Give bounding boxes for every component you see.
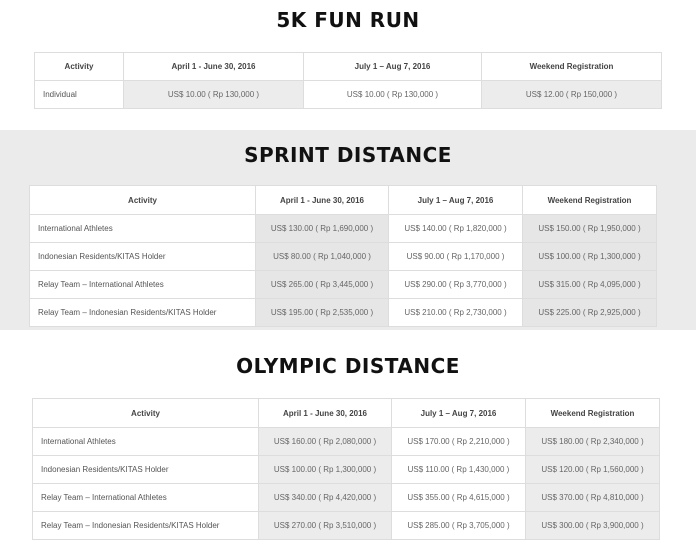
table-row xyxy=(30,271,657,299)
table-row xyxy=(30,299,657,327)
price-cell: US$ 130.00 ( Rp 1,690,000 ) xyxy=(256,215,389,243)
table-row xyxy=(35,81,662,109)
price-cell: US$ 170.00 ( Rp 2,210,000 ) xyxy=(392,428,526,456)
section-5k-fun-run xyxy=(0,0,696,125)
column-header: Weekend Registration xyxy=(523,186,657,215)
column-header: Activity xyxy=(33,399,259,428)
price-cell: US$ 12.00 ( Rp 150,000 ) xyxy=(482,81,662,109)
price-cell: US$ 300.00 ( Rp 3,900,000 ) xyxy=(526,512,660,540)
section-title: 5K FUN RUN xyxy=(276,8,420,32)
column-header: July 1 – Aug 7, 2016 xyxy=(304,53,482,81)
price-cell: US$ 110.00 ( Rp 1,430,000 ) xyxy=(392,456,526,484)
price-cell: US$ 140.00 ( Rp 1,820,000 ) xyxy=(389,215,523,243)
price-cell: US$ 160.00 ( Rp 2,080,000 ) xyxy=(259,428,392,456)
activity-cell: Relay Team – International Athletes xyxy=(30,271,256,299)
section-title: SPRINT DISTANCE xyxy=(244,143,452,167)
table-row xyxy=(30,243,657,271)
price-cell: US$ 290.00 ( Rp 3,770,000 ) xyxy=(389,271,523,299)
section-sprint-distance xyxy=(0,130,696,330)
price-cell: US$ 265.00 ( Rp 3,445,000 ) xyxy=(256,271,389,299)
price-table xyxy=(32,398,660,540)
column-header: July 1 – Aug 7, 2016 xyxy=(389,186,523,215)
column-header: Weekend Registration xyxy=(482,53,662,81)
table-row xyxy=(33,484,660,512)
price-cell: US$ 195.00 ( Rp 2,535,000 ) xyxy=(256,299,389,327)
activity-cell: Relay Team – Indonesian Residents/KITAS Holder xyxy=(30,299,256,327)
price-cell: US$ 210.00 ( Rp 2,730,000 ) xyxy=(389,299,523,327)
activity-cell: Relay Team – Indonesian Residents/KITAS Holder xyxy=(33,512,259,540)
price-cell: US$ 315.00 ( Rp 4,095,000 ) xyxy=(523,271,657,299)
table-row xyxy=(30,215,657,243)
section-olympic-distance xyxy=(0,340,696,549)
activity-cell: Relay Team – International Athletes xyxy=(33,484,259,512)
price-cell: US$ 150.00 ( Rp 1,950,000 ) xyxy=(523,215,657,243)
price-cell: US$ 10.00 ( Rp 130,000 ) xyxy=(304,81,482,109)
price-cell: US$ 10.00 ( Rp 130,000 ) xyxy=(124,81,304,109)
column-header: Weekend Registration xyxy=(526,399,660,428)
price-cell: US$ 100.00 ( Rp 1,300,000 ) xyxy=(523,243,657,271)
activity-cell: Indonesian Residents/KITAS Holder xyxy=(33,456,259,484)
table-header-row xyxy=(33,399,660,428)
price-table xyxy=(29,185,657,327)
activity-cell: International Athletes xyxy=(30,215,256,243)
column-header: April 1 - June 30, 2016 xyxy=(124,53,304,81)
price-cell: US$ 225.00 ( Rp 2,925,000 ) xyxy=(523,299,657,327)
price-cell: US$ 90.00 ( Rp 1,170,000 ) xyxy=(389,243,523,271)
column-header: April 1 - June 30, 2016 xyxy=(259,399,392,428)
column-header: Activity xyxy=(35,53,124,81)
price-cell: US$ 355.00 ( Rp 4,615,000 ) xyxy=(392,484,526,512)
price-cell: US$ 80.00 ( Rp 1,040,000 ) xyxy=(256,243,389,271)
price-cell: US$ 340.00 ( Rp 4,420,000 ) xyxy=(259,484,392,512)
price-cell: US$ 180.00 ( Rp 2,340,000 ) xyxy=(526,428,660,456)
price-cell: US$ 100.00 ( Rp 1,300,000 ) xyxy=(259,456,392,484)
table-row xyxy=(33,428,660,456)
table-row xyxy=(33,512,660,540)
price-cell: US$ 120.00 ( Rp 1,560,000 ) xyxy=(526,456,660,484)
activity-cell: International Athletes xyxy=(33,428,259,456)
price-cell: US$ 370.00 ( Rp 4,810,000 ) xyxy=(526,484,660,512)
column-header: July 1 – Aug 7, 2016 xyxy=(392,399,526,428)
activity-cell: Indonesian Residents/KITAS Holder xyxy=(30,243,256,271)
table-header-row xyxy=(30,186,657,215)
section-title: OLYMPIC DISTANCE xyxy=(236,354,460,378)
price-cell: US$ 285.00 ( Rp 3,705,000 ) xyxy=(392,512,526,540)
price-table xyxy=(34,52,662,109)
activity-cell: Individual xyxy=(35,81,124,109)
table-header-row xyxy=(35,53,662,81)
table-row xyxy=(33,456,660,484)
column-header: Activity xyxy=(30,186,256,215)
column-header: April 1 - June 30, 2016 xyxy=(256,186,389,215)
price-cell: US$ 270.00 ( Rp 3,510,000 ) xyxy=(259,512,392,540)
